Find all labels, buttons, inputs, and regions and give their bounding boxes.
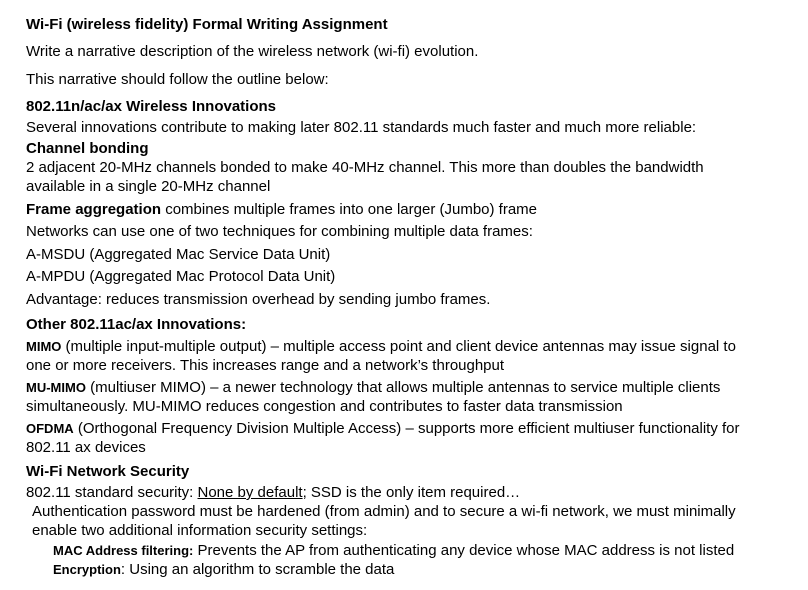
ofdma-term: OFDMA — [26, 421, 74, 436]
innovations-intro: Several innovations contribute to making later 802.11 standards much faster and much more reliable: — [26, 119, 697, 136]
encryption-text: : Using an algorithm to scramble the data — [120, 561, 395, 578]
mumimo-paragraph-line2: simultaneously. MU-MIMO reduces congestion and contributes to faster data transmission — [26, 398, 623, 415]
amsdu-item: A-MSDU (Aggregated Mac Service Data Unit) — [26, 246, 331, 263]
mac-filtering-item — [26, 542, 734, 560]
mumimo-paragraph-line1 — [26, 379, 720, 397]
authentication-text-line2: enable two additional information security settings: — [32, 522, 368, 539]
mimo-paragraph-line2: one or more receivers. This increases range and a network’s throughput — [26, 357, 505, 374]
frame-aggregation-text: combines multiple frames into one larger (Jumbo) frame — [161, 201, 538, 218]
section-heading-security: Wi-Fi Network Security — [26, 463, 190, 480]
channel-bonding-text-line1: 2 adjacent 20-MHz channels bonded to make 40-MHz channel. This more than doubles the bandwidth — [26, 159, 704, 176]
instruction-outline: This narrative should follow the outline below: — [26, 71, 329, 88]
standard-security-suffix: ; SSD is the only item required… — [302, 484, 521, 501]
section-heading-other-innovations: Other 802.11ac/ax Innovations: — [26, 316, 247, 333]
mimo-term: MIMO — [26, 339, 62, 354]
mimo-text-1: (multiple input-multiple output) – multiple access point and client device antennas may issue signal to — [61, 338, 736, 355]
encryption-item — [26, 561, 394, 579]
channel-bonding-text-line2: available in a single 20-MHz channel — [26, 178, 271, 195]
ampdu-item: A-MPDU (Aggregated Mac Protocol Data Unit) — [26, 268, 336, 285]
section-heading-wireless-innovations: 802.11n/ac/ax Wireless Innovations — [26, 98, 276, 115]
frame-aggregation-paragraph — [26, 201, 537, 219]
instruction-narrative: Write a narrative description of the wireless network (wi-fi) evolution. — [26, 43, 479, 60]
mumimo-term: MU-MIMO — [26, 380, 86, 395]
frame-aggregation-term: Frame aggregation — [26, 201, 162, 218]
document-title: Wi-Fi (wireless fidelity) Formal Writing Assignment — [26, 16, 388, 33]
encryption-term: Encryption — [53, 562, 121, 577]
techniques-text: Networks can use one of two techniques for combining multiple data frames: — [26, 223, 533, 240]
ofdma-paragraph-line2: 802.11 ax devices — [26, 439, 146, 456]
ofdma-paragraph-line1 — [26, 420, 740, 438]
authentication-text-line1: Authentication password must be hardened (from admin) and to secure a wi-fi network, we must minimally — [32, 503, 736, 520]
channel-bonding-heading: Channel bonding — [26, 140, 149, 157]
mac-filtering-text: Prevents the AP from authenticating any device whose MAC address is not listed — [193, 542, 735, 559]
mimo-paragraph-line1 — [26, 338, 736, 356]
mumimo-text-1: (multiuser MIMO) – a newer technology that allows multiple antennas to service multiple clients — [85, 379, 721, 396]
standard-security-underlined: None by default — [197, 484, 303, 501]
standard-security-text — [26, 484, 520, 502]
ofdma-text-1: (Orthogonal Frequency Division Multiple Access) – supports more efficient multiuser functionality for — [73, 420, 740, 437]
mac-filtering-term: MAC Address filtering: — [53, 543, 194, 558]
advantage-text: Advantage: reduces transmission overhead by sending jumbo frames. — [26, 291, 491, 308]
standard-security-prefix: 802.11 standard security: — [26, 484, 198, 501]
